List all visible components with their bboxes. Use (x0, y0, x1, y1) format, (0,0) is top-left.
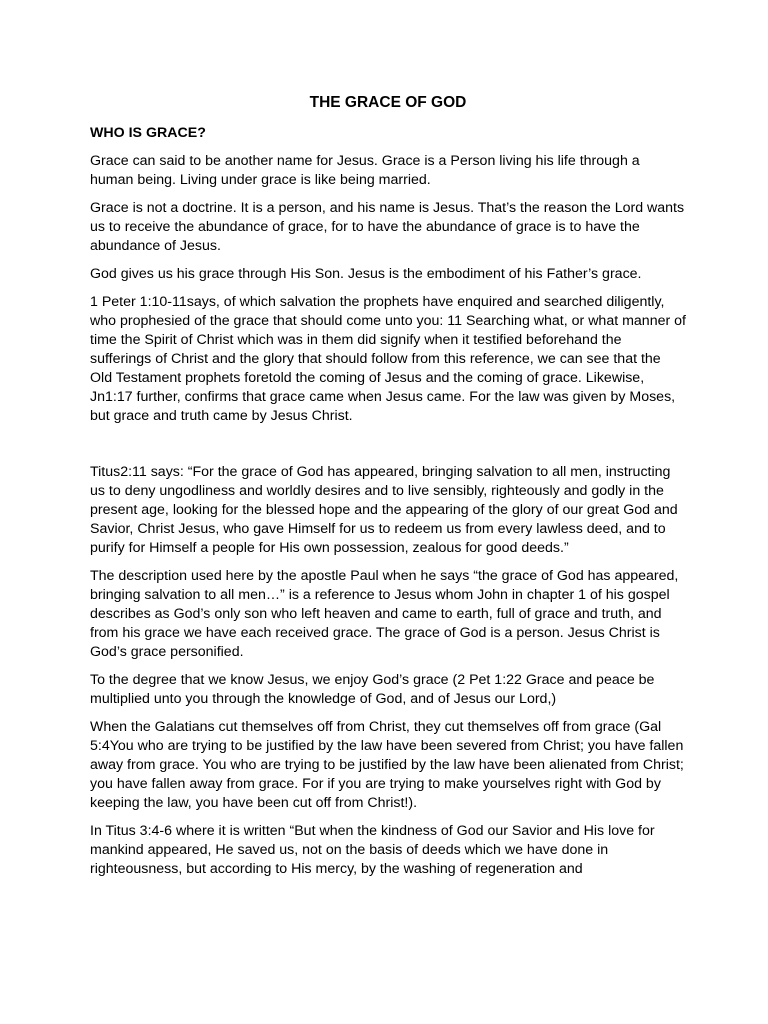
document-title: THE GRACE OF GOD (309, 94, 467, 111)
paragraph: God gives us his grace through His Son. Jesus is the embodiment of his Father’s grace. (90, 266, 642, 282)
paragraph: In Titus 3:4-6 where it is written “But when the kindness of God our Savior and His love for mankind appeared, He saved us, not on the basis of deeds which we have done in righteousness, but according to His mercy, by the washing of regeneration and (90, 823, 655, 877)
paragraph: To the degree that we know Jesus, we enjoy God’s grace (2 Pet 1:22 Grace and peace be multiplied unto you through the knowledge of God, and of Jesus our Lord,) (90, 672, 655, 707)
paragraph: 1 Peter 1:10-11says, of which salvation the prophets have enquired and searched diligently, who prophesied of the grace that should come unto you: 11 Searching what, or what manner of time the Spirit of Christ which was in them did signify when it testified beforehand the sufferings of Christ and the glory that should follow from this reference, we can see that the Old Testament prophets foretold the coming of Jesus and the coming of grace. Likewise, Jn1:17 further, confirms that grace came when Jesus came. For the law was given by Moses, but grace and truth came by Jesus Christ. (90, 294, 686, 424)
document-body (90, 92, 686, 888)
paragraph-spacer (90, 435, 686, 463)
section-heading: WHO IS GRACE? (90, 125, 206, 141)
paragraph: The description used here by the apostle Paul when he says “the grace of God has appeared, bringing salvation to all men…” is a reference to Jesus whom John in chapter 1 of his gospel describes as God’s only son who left heaven and came to earth, full of grace and truth, and from his grace we have each received grace. The grace of God is a person. Jesus Christ is God’s grace personified. (90, 568, 679, 660)
paragraph: Titus2:11 says: “For the grace of God has appeared, bringing salvation to all men, instructing us to deny ungodliness and worldly desires and to live sensibly, righteously and godly in the present age, looking for the blessed hope and the appearing of the glory of our great God and Savior, Christ Jesus, who gave Himself for us to redeem us from every lawless deed, and to purify for Himself a people for His own possession, zealous for good deeds.” (90, 464, 678, 556)
paragraph: Grace can said to be another name for Jesus. Grace is a Person living his life through a human being. Living under grace is like being married. (90, 153, 640, 188)
paragraph: Grace is not a doctrine. It is a person, and his name is Jesus. That’s the reason the Lord wants us to receive the abundance of grace, for to have the abundance of grace is to have the abundance of Jesus. (90, 200, 685, 254)
paragraph: When the Galatians cut themselves off from Christ, they cut themselves off from grace (Gal 5:4You who are trying to be justified by the law have been severed from Christ; you have fallen away from grace. You who are trying to be justified by the law have been alienated from Christ; you have fallen away from grace. For if you are trying to make yourselves right with God by keeping the law, you have been cut off from Christ!). (90, 719, 684, 811)
